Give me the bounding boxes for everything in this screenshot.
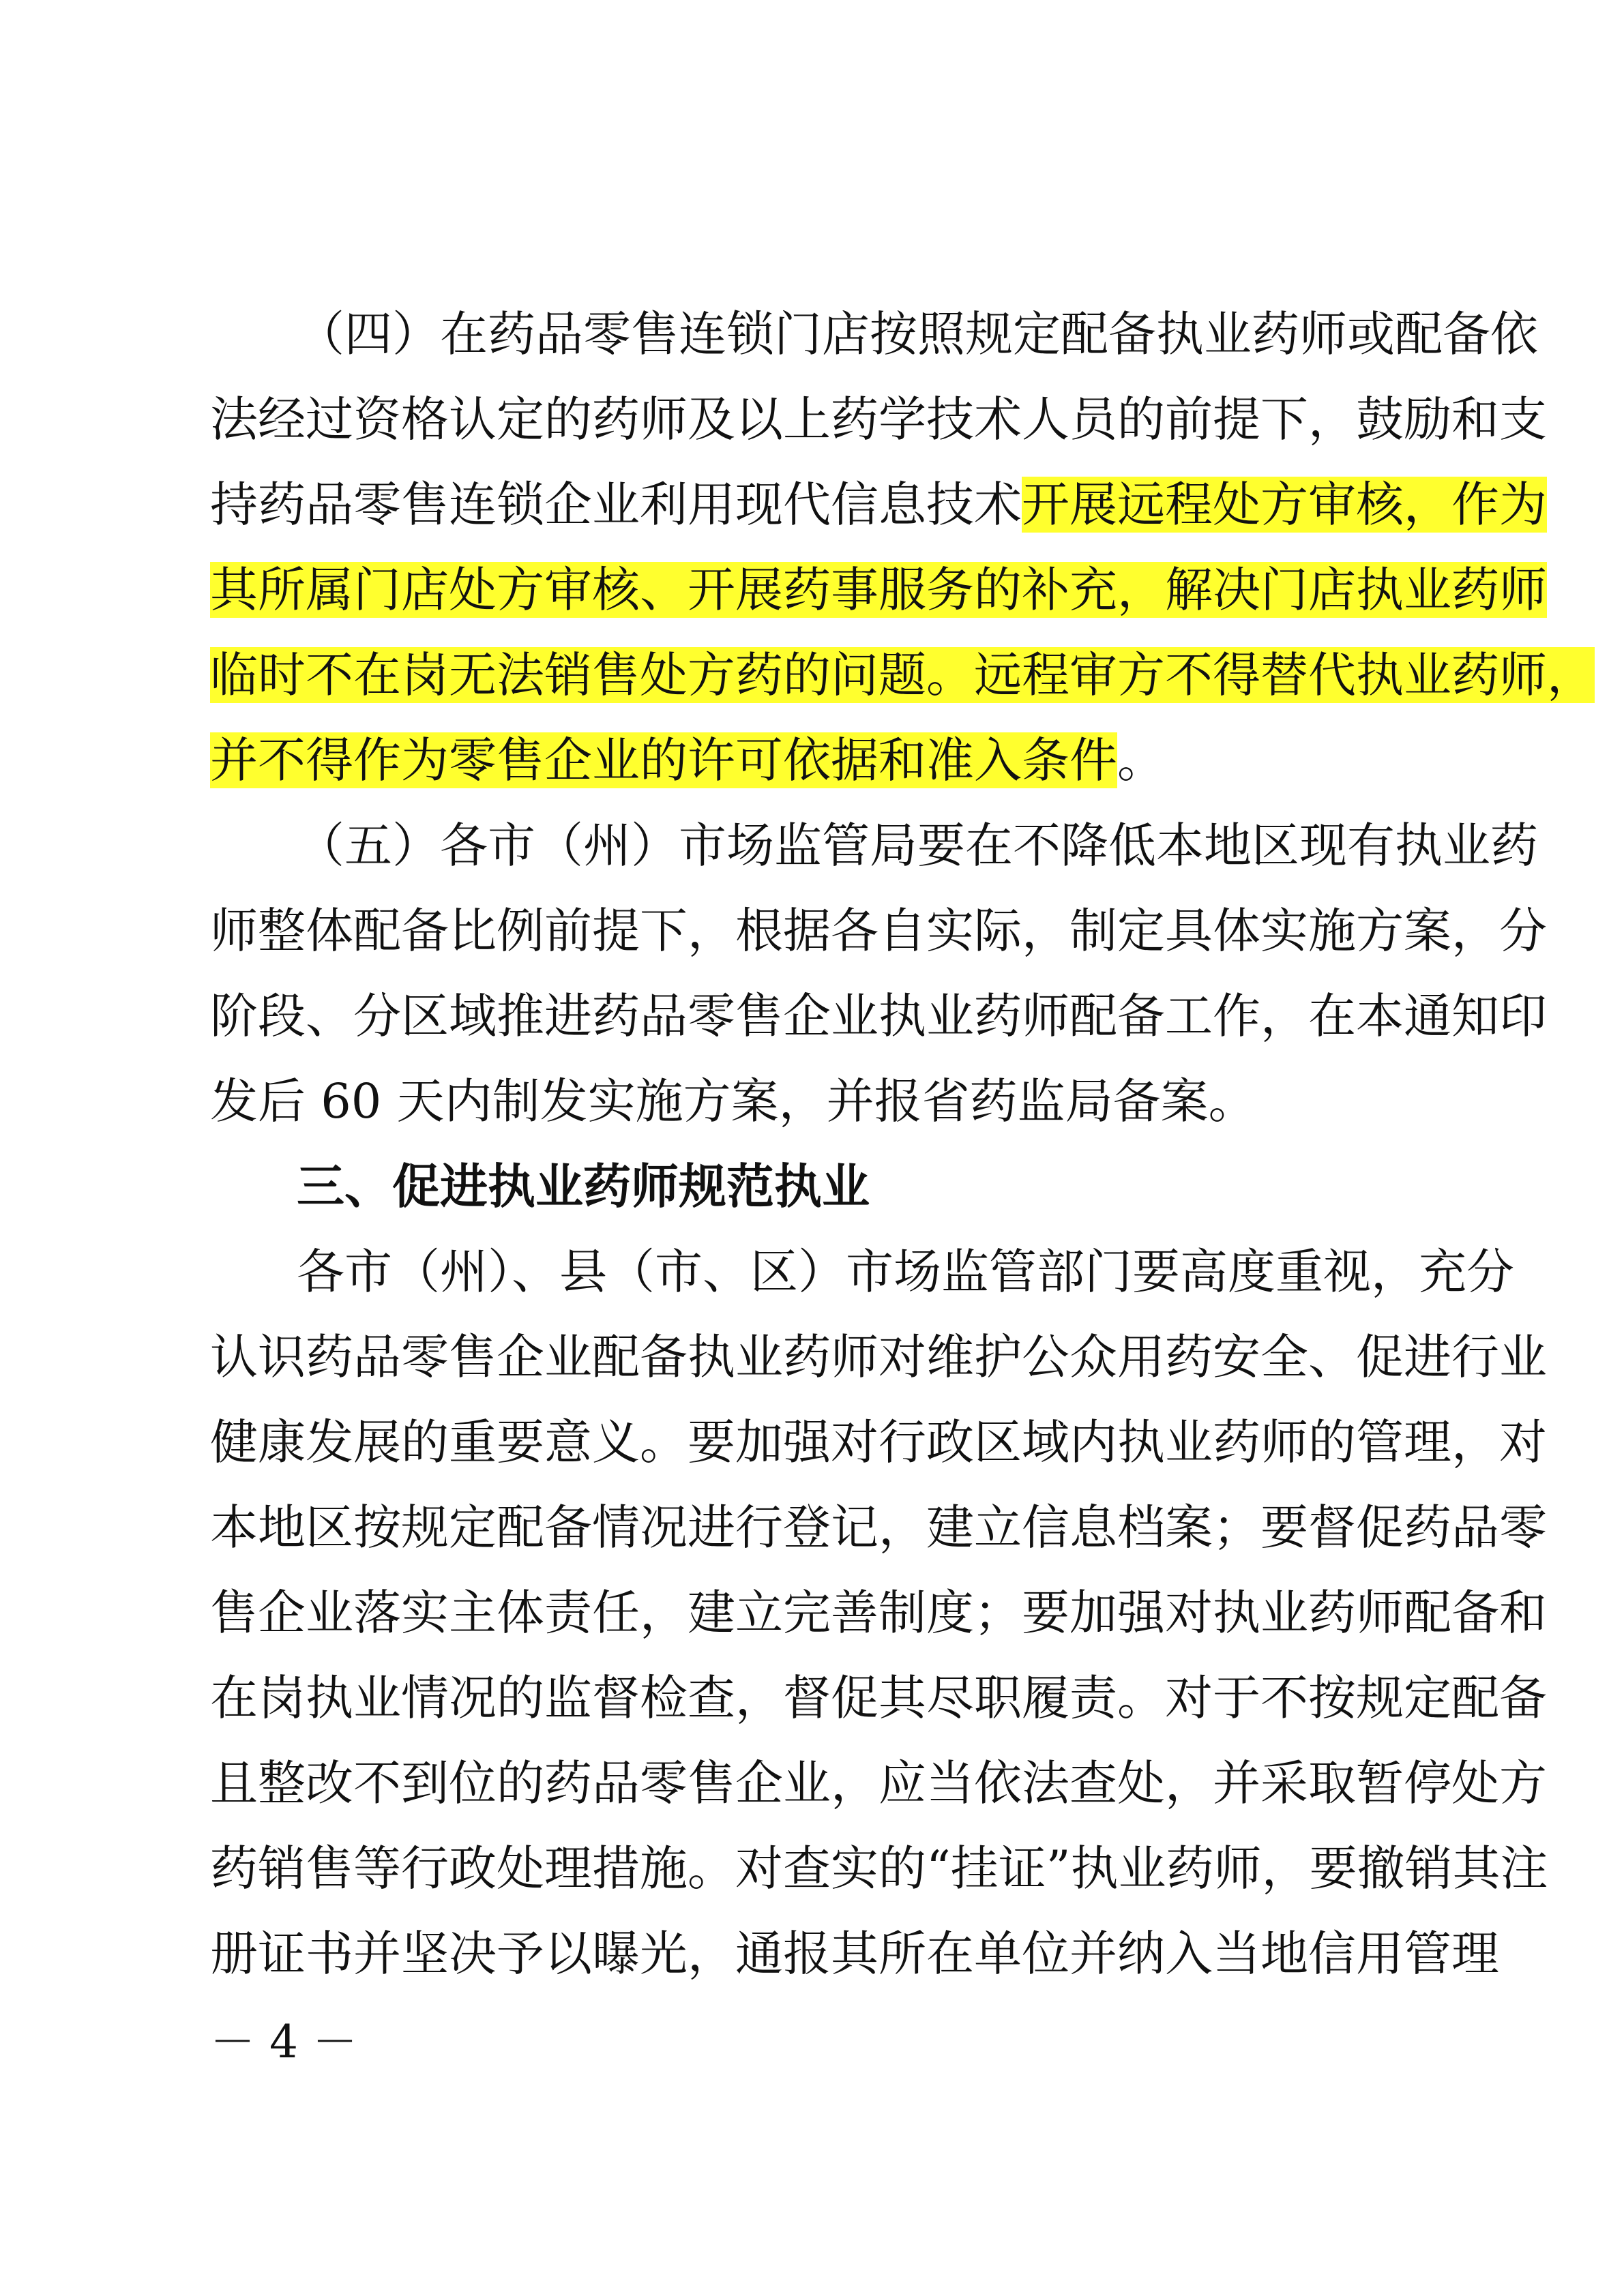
s3-line-4: 本地区按规定配备情况进行登记，建立信息档案；要督促药品零 bbox=[210, 1500, 1547, 1555]
s3-line-8: 药销售等行政处理措施。对查实的“挂证”执业药师，要撤销其注 bbox=[210, 1840, 1548, 1896]
p4-line-4 bbox=[210, 556, 1547, 624]
s3-line-3: 健康发展的重要意义。要加强对行政区域内执业药师的管理，对 bbox=[210, 1414, 1547, 1470]
s3-line-2: 认识药品零售企业配备执业药师对维护公众用药安全、促进行业 bbox=[210, 1329, 1547, 1385]
p4-line-6 bbox=[210, 726, 1410, 794]
p5-line-2: 师整体配备比例前提下，根据各自实际，制定具体实施方案，分 bbox=[210, 903, 1547, 959]
page-number: － 4 － bbox=[210, 2016, 357, 2068]
s3-line-1: 各市（州）、县（市、区）市场监管部门要高度重视，充分 bbox=[297, 1244, 1514, 1300]
p4-line-1: （四）在药品零售连锁门店按照规定配备执业药师或配备依 bbox=[297, 306, 1538, 362]
s3-line-6: 在岗执业情况的监督检查，督促其尽职履责。对于不按规定配备 bbox=[210, 1670, 1547, 1726]
highlighted-text: 临时不在岗无法销售处方药的问题。远程审方不得替代执业药师， bbox=[210, 647, 1595, 703]
s3-line-7: 且整改不到位的药品零售企业，应当依法查处，并采取暂停处方 bbox=[210, 1755, 1547, 1811]
p5-line-3: 阶段、分区域推进药品零售企业执业药师配备工作，在本通知印 bbox=[210, 988, 1547, 1044]
p4-line-5 bbox=[210, 641, 1595, 709]
section-heading: 三、促进执业药师规范执业 bbox=[297, 1159, 870, 1214]
p4-line-3 bbox=[210, 471, 1547, 539]
p4-line-6-plain: 。 bbox=[1117, 732, 1165, 788]
highlighted-text: 开展远程处方审核，作为 bbox=[1022, 477, 1547, 533]
highlighted-text: 其所属门店处方审核、开展药事服务的补充，解决门店执业药师 bbox=[210, 562, 1547, 618]
s3-line-5: 售企业落实主体责任，建立完善制度；要加强对执业药师配备和 bbox=[210, 1585, 1547, 1641]
p4-line-2: 法经过资格认定的药师及以上药学技术人员的前提下，鼓励和支 bbox=[210, 391, 1547, 447]
p5-line-4: 发后 60 天内制发实施方案，并报省药监局备案。 bbox=[210, 1073, 1256, 1129]
p4-line-3-plain: 持药品零售连锁企业利用现代信息技术 bbox=[210, 477, 1022, 533]
s3-line-9: 册证书并坚决予以曝光，通报其所在单位并纳入当地信用管理 bbox=[210, 1926, 1499, 1982]
p5-line-1: （五）各市（州）市场监管局要在不降低本地区现有执业药 bbox=[297, 818, 1538, 874]
highlighted-text: 并不得作为零售企业的许可依据和准入条件 bbox=[210, 732, 1117, 788]
